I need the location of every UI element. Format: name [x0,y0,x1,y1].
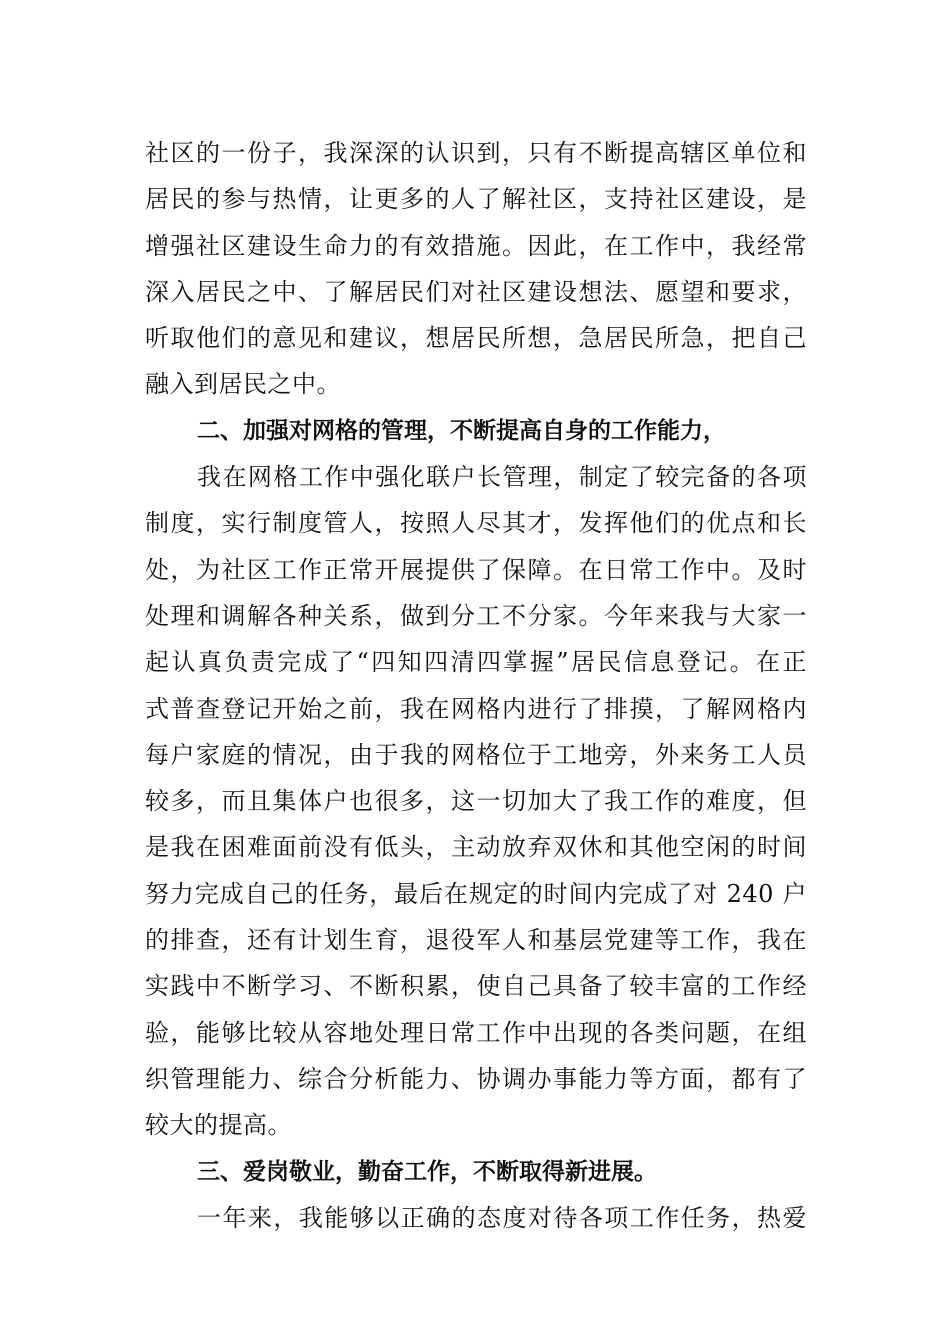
text-line: 处，为社区工作正常开展提供了保障。在日常工作中。及时 [145,555,807,584]
text-line: 每户家庭的情况，由于我的网格位于工地旁，外来务工人员 [145,740,807,769]
section-heading-3: 三、爱岗敬业，勤奋工作，不断取得新进展。 [197,1158,657,1185]
section-heading-2: 二、加强对网格的管理，不断提高自身的工作能力， [197,417,726,444]
text-line: 式普查登记开始之前，我在网格内进行了排摸，了解网格内 [145,694,807,723]
text-line: 居民的参与热情，让更多的人了解社区，支持社区建设，是 [145,185,807,214]
text-line: 实践中不断学习、不断积累，使自己具备了较丰富的工作经 [145,972,807,1001]
text-line: 深入居民之中、了解居民们对社区建设想法、愿望和要求， [145,277,807,306]
paragraph-3 [145,1195,807,1241]
paragraph-2 [145,454,807,1148]
text-line: 听取他们的意见和建议，想居民所想，急居民所急，把自己 [145,324,807,353]
paragraph-1 [145,130,807,408]
text-line: 的排查，还有计划生育，退役军人和基层党建等工作，我在 [145,926,807,955]
text-line: 较多，而且集体户也很多，这一切加大了我工作的难度，但 [145,787,807,816]
text-line: 是我在困难面前没有低头，主动放弃双休和其他空闲的时间 [145,833,807,862]
text-line: 一年来，我能够以正确的态度对待各项工作任务，热爱 [197,1203,807,1232]
text-line: 处理和调解各种关系，做到分工不分家。今年来我与大家一 [145,601,807,630]
text-line: 努力完成自己的任务，最后在规定的时间内完成了对 240 户 [145,879,807,908]
text-line: 制度，实行制度管人，按照人尽其才，发挥他们的优点和长 [145,509,807,538]
text-line: 社区的一份子，我深深的认识到，只有不断提高辖区单位和 [145,139,807,167]
text-line: 织管理能力、综合分析能力、协调办事能力等方面，都有了 [145,1064,807,1093]
text-line: 较大的提高。 [145,1111,292,1140]
document-body [145,130,807,1241]
text-line: 验，能够比较从容地处理日常工作中出现的各类问题，在组 [145,1018,807,1047]
text-line: 起认真负责完成了“四知四清四掌握”居民信息登记。在正 [145,648,807,677]
text-line: 增强社区建设生命力的有效措施。因此，在工作中，我经常 [145,231,807,260]
text-line: 我在网格工作中强化联户长管理，制定了较完备的各项 [197,463,807,492]
text-line: 融入到居民之中。 [145,370,341,399]
